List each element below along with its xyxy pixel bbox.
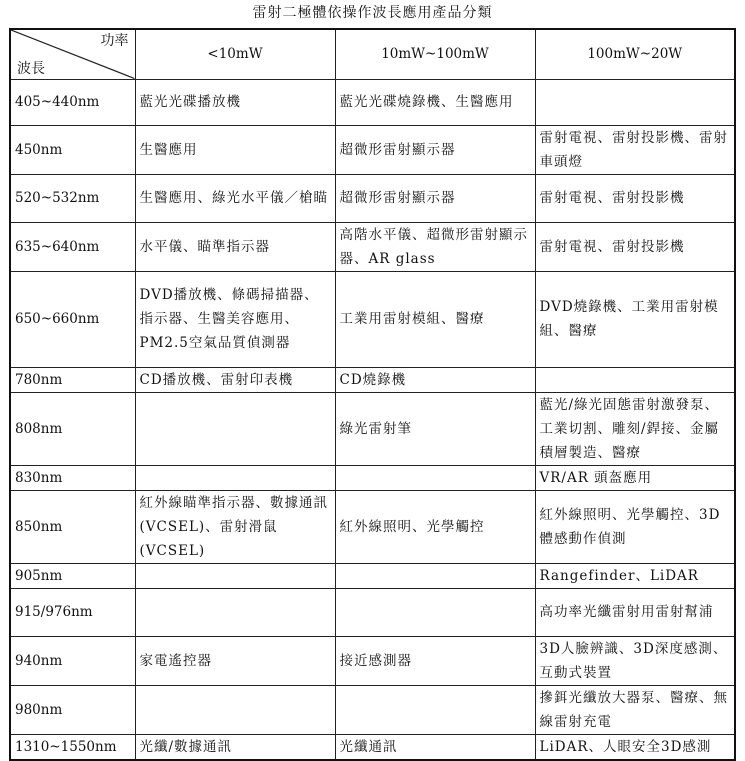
low-power-cell: DVD播放機、條碼掃描器、指示器、生醫美容應用、PM2.5空氣品質偵測器: [135, 271, 335, 367]
header-col-high-power: 100mW~20W: [535, 29, 735, 79]
wavelength-cell: 905nm: [10, 563, 135, 588]
mid-power-cell: [335, 465, 535, 490]
high-power-cell: 雷射電視、雷射投影機、雷射車頭燈: [535, 125, 735, 174]
mid-power-cell: 藍光光碟燒錄機、生醫應用: [335, 79, 535, 125]
wavelength-cell: 940nm: [10, 636, 135, 685]
wavelength-cell: 808nm: [10, 392, 135, 465]
high-power-cell: [535, 79, 735, 125]
low-power-cell: 光纖/數據通訊: [135, 734, 335, 760]
mid-power-cell: 超微形雷射顯示器: [335, 125, 535, 174]
high-power-cell: 摻鉺光纖放大器泵、醫療、無線雷射充電: [535, 685, 735, 734]
wavelength-cell: 1310~1550nm: [10, 734, 135, 760]
mid-power-cell: 綠光雷射筆: [335, 392, 535, 465]
wavelength-cell: 520~532nm: [10, 174, 135, 222]
high-power-cell: LiDAR、人眼安全3D感測: [535, 734, 735, 760]
power-label: 功率: [100, 33, 129, 49]
wavelength-cell: 780nm: [10, 367, 135, 392]
low-power-cell: [135, 465, 335, 490]
high-power-cell: [535, 367, 735, 392]
mid-power-cell: 高階水平儀、超微形雷射顯示器、AR glass: [335, 222, 535, 271]
corner-header-cell: [10, 29, 135, 79]
mid-power-cell: 光纖通訊: [335, 734, 535, 760]
high-power-cell: 雷射電視、雷射投影機: [535, 222, 735, 271]
low-power-cell: 生醫應用、綠光水平儀／槍瞄: [135, 174, 335, 222]
mid-power-cell: 接近感測器: [335, 636, 535, 685]
mid-power-cell: CD燒錄機: [335, 367, 535, 392]
low-power-cell: 藍光光碟播放機: [135, 79, 335, 125]
table-row: [10, 271, 735, 367]
high-power-cell: Rangefinder、LiDAR: [535, 563, 735, 588]
wavelength-label: 波長: [17, 60, 45, 77]
low-power-cell: CD播放機、雷射印表機: [135, 367, 335, 392]
wavelength-cell: 650~660nm: [10, 271, 135, 367]
table-row: [10, 125, 735, 174]
table-row: [10, 174, 735, 222]
low-power-cell: 生醫應用: [135, 125, 335, 174]
application-table: [9, 28, 736, 761]
mid-power-cell: [335, 563, 535, 588]
low-power-cell: [135, 563, 335, 588]
table-row: [10, 490, 735, 563]
low-power-cell: 家電遙控器: [135, 636, 335, 685]
wavelength-cell: 635~640nm: [10, 222, 135, 271]
high-power-cell: 高功率光纖雷射用雷射幫浦: [535, 588, 735, 636]
low-power-cell: 水平儀、瞄準指示器: [135, 222, 335, 271]
table-row: [10, 685, 735, 734]
wavelength-cell: 915/976nm: [10, 588, 135, 636]
mid-power-cell: [335, 588, 535, 636]
high-power-cell: 雷射電視、雷射投影機: [535, 174, 735, 222]
mid-power-cell: 工業用雷射模組、醫療: [335, 271, 535, 367]
mid-power-cell: [335, 685, 535, 734]
table-row: [10, 367, 735, 392]
high-power-cell: VR/AR 頭盔應用: [535, 465, 735, 490]
table-row: [10, 636, 735, 685]
wavelength-cell: 405~440nm: [10, 79, 135, 125]
high-power-cell: DVD燒錄機、工業用雷射模組、醫療: [535, 271, 735, 367]
wavelength-cell: 980nm: [10, 685, 135, 734]
low-power-cell: [135, 392, 335, 465]
table-row: [10, 392, 735, 465]
table-row: [10, 79, 735, 125]
low-power-cell: [135, 685, 335, 734]
high-power-cell: 藍光/綠光固態雷射激發泵、工業切割、雕刻/銲接、金屬積層製造、醫療: [535, 392, 735, 465]
wavelength-cell: 450nm: [10, 125, 135, 174]
header-col-mid-power: 10mW~100mW: [335, 29, 535, 79]
header-row: [10, 29, 735, 79]
mid-power-cell: 紅外線照明、光學觸控: [335, 490, 535, 563]
wavelength-cell: 830nm: [10, 465, 135, 490]
high-power-cell: 3D人臉辨識、3D深度感測、互動式裝置: [535, 636, 735, 685]
high-power-cell: 紅外線照明、光學觸控、3D體感動作偵測: [535, 490, 735, 563]
table-row: [10, 222, 735, 271]
table-title: 雷射二極體依操作波長應用產品分類: [252, 5, 493, 21]
wavelength-cell: 850nm: [10, 490, 135, 563]
low-power-cell: 紅外線瞄準指示器、數據通訊(VCSEL)、雷射滑鼠(VCSEL): [135, 490, 335, 563]
header-col-low-power: <10mW: [135, 29, 335, 79]
table-row: [10, 563, 735, 588]
low-power-cell: [135, 588, 335, 636]
table-row: [10, 588, 735, 636]
table-row: [10, 465, 735, 490]
mid-power-cell: 超微形雷射顯示器: [335, 174, 535, 222]
